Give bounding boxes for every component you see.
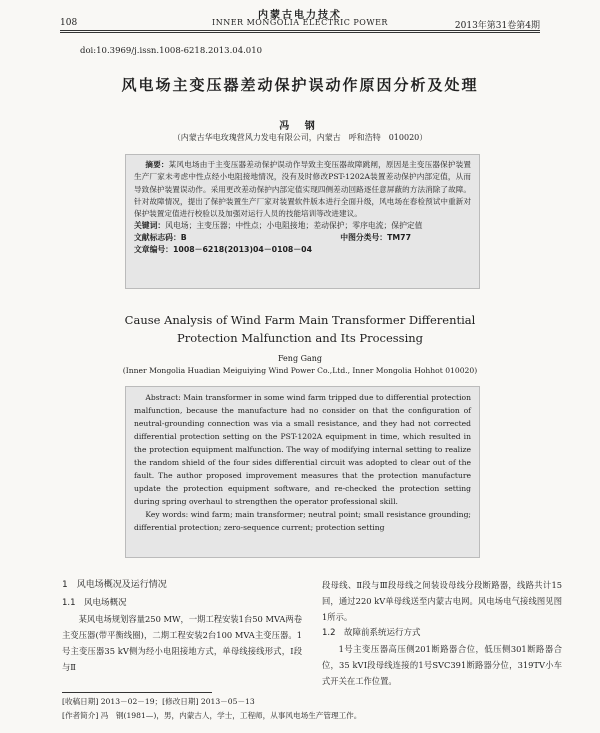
article-number (134, 244, 471, 256)
title-en-line1: Cause Analysis of Wind Farm Main Transformer Differential (124, 313, 476, 327)
subsection-heading-1-2: 1.2 故障前系统运行方式 (322, 628, 421, 638)
affiliation-en: (Inner Mongolia Huadian Meiguiying Wind Power Co.,Ltd., Inner Mongolia Hohhot 010020) (122, 366, 478, 375)
keywords-en-label: Key words: (145, 510, 189, 519)
abstract-en-label: Abstract: (145, 393, 181, 402)
title-en (0, 311, 600, 347)
title-en-line2: Protection Malfunction and Its Processing (176, 331, 424, 345)
body-paragraph-2: 1号主变压器高压侧201断路器合位，低压侧301断路器合位，35 kVⅠ段母线连接的1号SVC391断路器分位，319TV小车式开关在工作位置。 (322, 644, 562, 686)
abstract-en-box (125, 386, 480, 558)
author-en: Feng Gang (277, 354, 323, 363)
article-no-label: 文章编号： (134, 245, 173, 255)
abstract-cn-label: 摘要： (145, 160, 169, 169)
abstract-cn-text: 某风电场由于主变压器差动保护误动作导致主变压器故障跳闸，原因是主变压器保护装置生产厂家未考虑中性点经小电阻接地情况，没有及时修改PST-1202A装置差动保护内部定值，从而导致保护装置误动作。采用更改差动保护内部定值实现四侧差动回路逐任意屏蔽的方法消除了故障。针对故障情况，提出了保护装置生产厂家对装置软件版本进行全面升级，风电场在春检预试中重新对保护装置定值进行校验以及加强对运行人员的技能培训等改进建议。 (134, 160, 472, 219)
header-rule-thin (60, 32, 540, 33)
subsection-heading-1-1: 1.1 风电场概况 (62, 598, 127, 608)
journal-name-en: INNER MONGOLIA ELECTRIC POWER (212, 18, 388, 27)
footnote-author-bio: [作者简介] 冯 钢(1981—)，男，内蒙古人，学士，工程师，从事风电场生产管理工作。 (62, 711, 362, 720)
doc-code (134, 232, 187, 244)
affiliation-cn: （内蒙古华电玫瑰营风力发电有限公司，内蒙古 呼和浩特 010020） (172, 133, 428, 142)
clc-label: 中图分类号： (340, 233, 388, 243)
keywords-cn-label: 关键词： (134, 221, 166, 231)
doc-code-value: B (180, 233, 187, 243)
keywords-en (134, 508, 471, 534)
doi-line: doi:10.3969/j.issn.1008-6218.2013.04.010 (80, 46, 263, 56)
body-paragraph-1: 某风电场规划容量250 MW，一期工程安装1台50 MVA两卷主变压器(带平衡线圈)，二期工程安装2台100 MVA主变压器。1号主变压器35 kV侧为经小电阻接地方式，单母线接线形式，Ⅰ段与Ⅱ (62, 614, 302, 672)
body-paragraph-1-cont: 段母线、Ⅱ段与Ⅲ段母线之间装设母线分段断路器，线路共计15回，通过220 kV单母线送至内蒙古电网。风电场电气接线图见图1所示。 (322, 580, 562, 622)
header-rule (60, 30, 540, 31)
abstract-cn (134, 159, 471, 220)
issue-info: 2013年第31卷第4期 (454, 21, 540, 31)
abstract-cn-box (125, 154, 480, 289)
article-no-value: 1008－6218(2013)04－0108－04 (172, 245, 313, 255)
body-column-left (62, 577, 302, 675)
abstract-en (134, 391, 471, 508)
footnote-rule (62, 692, 212, 693)
keywords-cn (134, 220, 471, 232)
footnote-received: [收稿日期] 2013－02－19；[修改日期] 2013－05－13 (62, 697, 255, 706)
clc-code (340, 232, 411, 244)
section-heading-1: 1 风电场概况及运行情况 (62, 580, 167, 590)
doc-code-label: 文献标志码： (134, 233, 181, 243)
body-column-right (322, 577, 562, 689)
page-number: 108 (60, 18, 78, 28)
running-header (60, 6, 540, 30)
author-cn: 冯 钢 (279, 121, 321, 132)
classification-row (134, 232, 471, 244)
journal-name-cn: 内蒙古电力技术 (258, 10, 342, 21)
keywords-en-text: wind farm; main transformer; neutral point; small resistance grounding; differential protection; zero-sequence current; protection setting (134, 510, 471, 532)
title-cn: 风电场主变压器差动保护误动作原因分析及处理 (121, 76, 479, 94)
abstract-en-text: Main transformer in some wind farm tripped due to differential protection malfunction, because the manufacture had no consider on that the configuration of neutral-grounding connection was via a small resistance, and they had not corrected differential protection setting on the PST-1202A equipment in time, which resulted in the protection equipment malfunction. The way of modifying internal setting to realize the random shield of the four sides differential circuit was adopted to clear out of the fault. The author proposed improvement measures that the protection manufacture update the protection equipment software, and re-checked the protection setting during spring overhaul to strengthen the operator professional skill. (134, 393, 471, 506)
clc-value: TM77 (387, 233, 411, 243)
keywords-cn-text: 风电场；主变压器；中性点；小电阻接地；差动保护；零序电流；保护定值 (165, 221, 423, 231)
